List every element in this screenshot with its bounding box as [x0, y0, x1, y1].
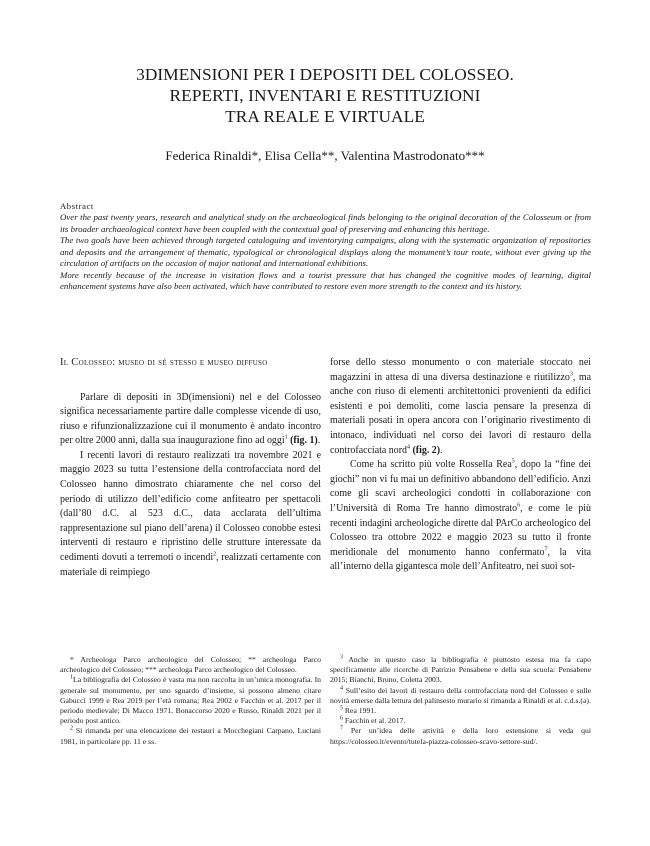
figure-ref-2[interactable]: (fig. 2): [412, 444, 441, 456]
footnote-6: $^6$ Facchin et al. 2017.: [340, 715, 406, 726]
footnote-2: $^2$ Si rimanda per una elencazione dei restauri a Mocchegiani Carpano, Luciani 1981, in particolare pp. 11 e ss.: [60, 725, 322, 746]
article-title: [0, 64, 650, 127]
footnote-ref-5[interactable]: 5: [511, 458, 515, 465]
authors-line: Federica Rinaldi*, Elisa Cella**, Valentina Mastrodonato***: [165, 148, 485, 163]
body-paragraph-1: Parlare di depositi in 3D(imensioni) nel e del Colosseo significa necessariamente partire dalle complesse vicende di uso, riuso e rifunzionalizzazione cui il monumento è andato incontro per oltre 2000 anni, dalla sua inaugurazione fino ad oggi$^1$ (fig. 1).: [60, 391, 321, 447]
footnote-7: $^7$ Per un’idea delle attività e della loro estensione si veda qui https://colosseo.it/evento/tutela-piazza-colosseo-scavo-settore-sud/.: [330, 725, 592, 746]
title-line-2: REPERTI, INVENTARI E RESTITUZIONI: [169, 86, 481, 105]
section-title: Il Colosseo: museo di sé stesso e museo diffuso: [60, 357, 268, 368]
footnote-4: $^4$ Sull’esito dei lavori di restauro della controfacciata nord del Colosseo e sulle novità emerse dalla lettura del palinsesto murario si rimanda a Rinaldi et al. c.d.s.(a).: [330, 685, 592, 705]
abstract-heading: Abstract: [60, 201, 94, 211]
footnote-3: $^3$ Anche in questo caso la bibliografia è piuttosto estesa ma fa capo specificamente alle ricerche di Patrizio Pensabene e della sua scuola: Pensabene 2015; Bianchi, Bruno, Coletta 2003.: [330, 654, 591, 685]
footnote-5: $^5$ Rea 1991.: [340, 705, 377, 716]
body-paragraph-4: Come ha scritto più volte Rossella Rea$^5$, dopo la “fine dei giochi” non vi fu mai un definitivo abbandono dell’edificio. Anzi come gli scavi archeologici condotti in collaborazione con l’Università di Roma Tre hanno dimostrato$^6$, e come le più recenti indagini archeologiche dirette dal PArCo archeologico del Colosseo tra ottobre 2022 e maggio 2023 su tutto il fronte meridionale del monumento hanno confermato$^7$, la vita all’interno della gigantesca mole dell’Anfiteatro, nei suoi sot-: [330, 458, 592, 573]
abstract-paragraph-3: More recently because of the increase in visitation flows and a tourist pressure that has changed the cognitive modes of learning, digital enhancement systems have also been activated, which have contributed to restore even more strength to the context and its history.: [60, 269, 591, 291]
body-column-left: [60, 356, 321, 580]
footnotes-right: [330, 655, 591, 747]
body-paragraph-2: I recenti lavori di restauro realizzati tra novembre 2021 e maggio 2023 su tutta l’estensione della controfacciata nord del Colosseo hanno dimostrato chiaramente che nel corso del periodo di utilizzo dell’edificio come anfiteatro per spettacoli (dall’80 d.C. al 523 d.C., data acclarata dell’ultima rappresentazione sul piano dell’arena) il Colosseo conobbe estesi interventi di restauro e ripristino delle strutture interessate da cedimenti dovuti a terremoti o incendi$^2$, realizzati certamente con materiale di reimpiego: [60, 449, 321, 578]
footnote-ref-4[interactable]: 4: [406, 444, 410, 451]
footnote-1: $^1$La bibliografia del Colosseo è vasta ma non raccolta in un’unica monografia. In generale sul monumento, per uno sguardo d’insieme, si possono almeno citare Gabucci 1999 e Rea 2019 per l’età romana; Rea 2002 e Facchin et al. 2017 per il periodo medievale; Di Macco 1971, Bonaccorso 2020 e Russo, Rinaldi 2021 per il periodo post antico.: [60, 674, 321, 726]
footnote-affiliations: * Archeologa Parco archeologico del Colosseo; ** archeologa Parco archeologico del Colosseo; *** archeologa Parco archeologico del Colosseo.: [60, 655, 321, 675]
abstract-paragraph-1: Over the past twenty years, research and analytical study on the archaeological finds belonging to the original decoration of the Colosseum or from its broader archaeological context have been coupled with the contextual goal of preserving and enhancing this heritage.: [60, 212, 591, 234]
footnote-ref-7[interactable]: 7: [544, 546, 548, 553]
footnote-ref-6[interactable]: 6: [517, 502, 521, 509]
body-column-right: [330, 356, 591, 575]
footnote-ref-1[interactable]: 1: [284, 434, 288, 441]
abstract-paragraph-2: The two goals have been achieved through targeted cataloguing and inventorying campaigns, along with the systematic organization of repositories and deposits and the arrangement of thematic, typological or chronological displays along the monument’s tour route, without ever giving up the circulation of artifacts on the occasion of major national and international exhibitions.: [60, 235, 591, 268]
body-paragraph-3: forse dello stesso monumento o con materiale stoccato nei magazzini in attesa di una diversa destinazione e riutilizzo$^3$, ma anche con riuso di elementi architettonici provenienti da edifici esistenti e poi demoliti, come lascia pensare la presenza di materiali posati in opera ancora con l’originario rivestimento di intonaco, individuati nel corso dei lavori di restauro della controfacciata nord$^4$ (fig. 2).: [330, 357, 591, 456]
abstract-text: [60, 212, 591, 293]
footnote-ref-3[interactable]: 3: [569, 371, 573, 378]
footnote-7-link[interactable]: Per un’idea delle attività e della loro estensione si veda qui https://colosseo.it/evento/tutela-piazza-colosseo-scavo-settore-sud/.: [330, 726, 592, 746]
footnotes-left: [60, 655, 321, 747]
title-line-1: 3DIMENSIONI PER I DEPOSITI DEL COLOSSEO.: [136, 65, 514, 84]
title-line-3: TRA REALE E VIRTUALE: [225, 107, 425, 126]
figure-ref-1[interactable]: (fig. 1): [290, 435, 318, 447]
footnote-ref-2[interactable]: 2: [213, 551, 217, 558]
